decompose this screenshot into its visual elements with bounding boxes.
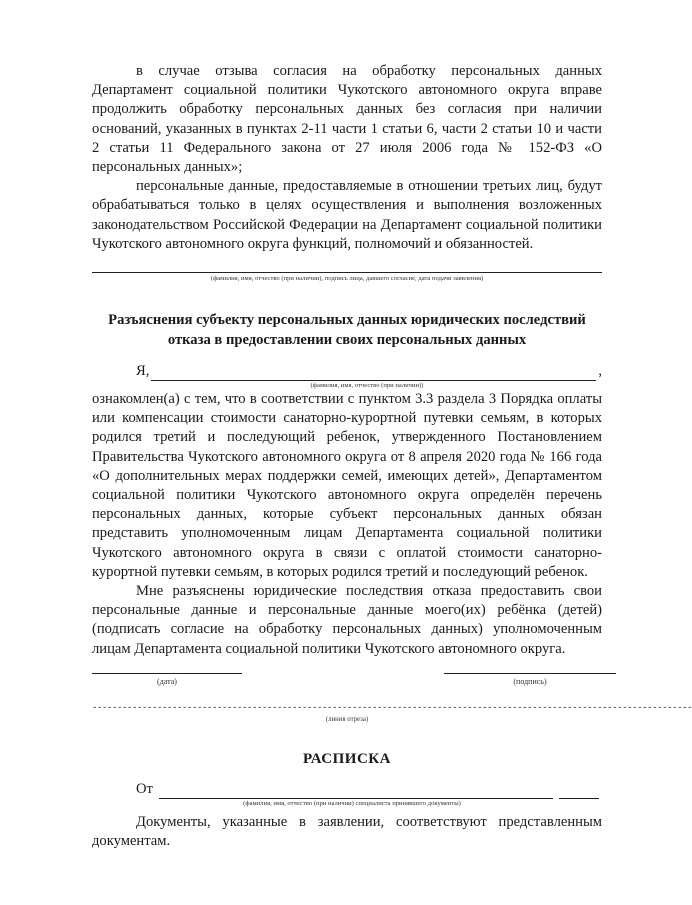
receipt-title: РАСПИСКА [302, 750, 392, 767]
date-caption: (дата) [157, 676, 177, 686]
consent-paragraph-1: в случае отзыва согласия на обработку персональных данных Департамент социальной политики Чукотского автономного округа вправе продолжить обработку персональных данных без согласия при наличии оснований, указанных в пунктах 2-11 части 1 статьи 6, части 2 статьи 10 и части 2 статьи 11 Федерального закона от 27 июля 2006 года № 152-ФЗ «О персональных данных»; [92, 63, 602, 176]
ya-row [92, 362, 602, 381]
signature-caption: (подпись) [513, 676, 547, 686]
document-page [92, 62, 692, 851]
date-signature-block [92, 673, 602, 703]
date-field[interactable] [92, 673, 242, 674]
consent-paragraph-2: персональные данные, предоставляемые в отношении третьих лиц, будут обрабатываться только в целях осуществления и выполнения возложенных законодательством Российской Федерации на Департамент социальной политики Чукотского автономного округа функций, полномочий и обязанностей. [92, 178, 602, 252]
consent-signature-caption: (фамилия, имя, отчество (при наличии), подпись лица, давшего согласие, дата подачи заявления) [210, 275, 484, 283]
receipt-text: Документы, указанные в заявлении, соответствуют представленным документам. [92, 813, 602, 850]
specialist-signature-field[interactable] [559, 784, 599, 799]
explanation-paragraph-1: ознакомлен(а) с тем, что в соответствии с пунктом 3.3 раздела 3 Порядка оплаты или компенсации стоимости санаторно-курортной путевки семьям, в которых родился третий и последующий ребенок, утвержденного Постановлением Правительства Чукотского автономного округа от 8 апреля 2020 года № 166 года «О дополнительных мерах поддержки семей, имеющих детей», Департаментом социальной политики Чукотского автономного округа определён перечень персональных данных, которые субъект персональных данных обязан представить уполномоченным лицам Департамента социальной политики Чукотского автономного округа в связи с оплатой стоимости санаторно-курортной путевки семьям, в которых родился третий и последующий ребенок. [92, 391, 602, 580]
explanation-paragraph-2: Мне разъяснены юридические последствия отказа предоставить свои персональные данные и персональные данные моего(их) ребёнка (детей) (подписать согласие на обработку персональных данных) уполномоченным лицам Департамента социальной политики Чукотского автономного округа. [92, 583, 602, 657]
ot-prefix: От [136, 780, 153, 797]
specialist-name-field[interactable] [159, 784, 553, 799]
ot-caption: (фамилия, имя, отчество (при наличии) специалиста принявшего документы) [243, 799, 461, 807]
ya-caption: (фамилия, имя, отчество (при наличии)) [310, 382, 424, 390]
ya-prefix: Я, [136, 363, 150, 380]
explanation-heading: Разъяснения субъекту персональных данных юридических последствий отказа в предоставлении своих персональных данных [108, 312, 586, 348]
ya-name-field[interactable] [151, 366, 596, 381]
ot-row [92, 780, 602, 799]
consent-signature-line[interactable] [92, 264, 602, 273]
signature-field[interactable] [444, 673, 616, 674]
cut-line: ------------------------------------------------------------------------------------------------------------------------ [92, 702, 692, 713]
cut-line-caption: (линия отреза) [325, 715, 369, 723]
ya-suffix: , [598, 363, 602, 380]
